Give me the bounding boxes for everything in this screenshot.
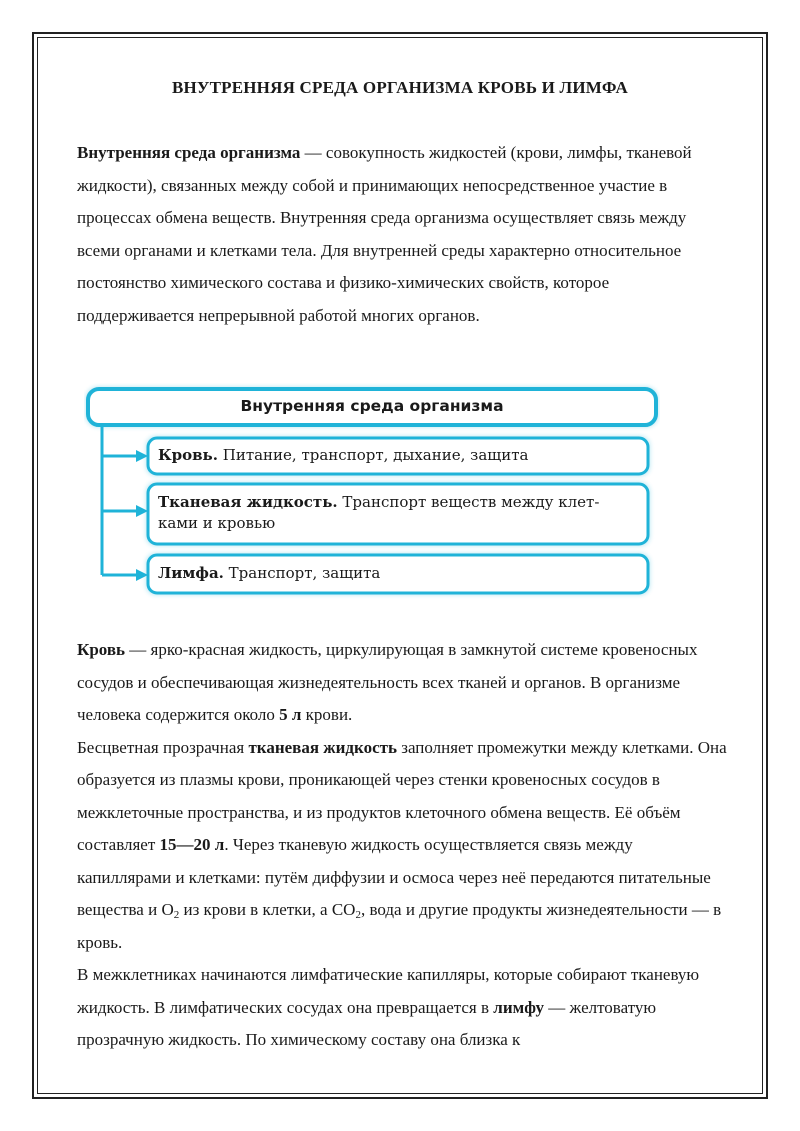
diagram-item-blood-text: Питание, транспорт, дыхание, защита [217, 446, 529, 464]
blood-text-1: — ярко-красная жидкость, циркулирующая в замкнутой системе кровеносных сосудов и обеспечивающая жизнедеятельность всех тканей и органов. В организме человека содержится около [77, 640, 698, 724]
diagram-item-blood-term: Кровь. [158, 446, 218, 464]
tissue-text-5: , вода и другие продукты жизнедеятельности — в кровь. [77, 900, 722, 952]
tissue-text-2: заполняет промежутки между клетками. Она образуется из плазмы крови, проникающей через стенки кровеносных сосудов в межклеточные пространства, и из продуктов клеточного обмена веществ. Её объём составляет [77, 737, 727, 854]
diagram-header: Внутренняя среда организма [240, 397, 504, 415]
lymph-text-1: В межклетниках начинаются лимфатические капилляры, которые собирают тканевую жидкость. В лимфатических сосудах она превращается в [77, 965, 700, 1017]
blood-paragraph [77, 634, 727, 1057]
diagram-item-tissue [158, 492, 599, 534]
tissue-text-1: Бесцветная прозрачная [77, 737, 249, 757]
tissue-term: тканевая жидкость [248, 737, 397, 757]
blood-text-2: крови. [301, 705, 353, 724]
diagram-item-tissue-text2: ками и кровью [158, 514, 276, 532]
diagram-item-lymph [158, 563, 380, 584]
tissue-text-3: . Через тканевую жидкость осуществляется связь между капиллярами и клетками: путём диффузии и осмоса через неё передаются питательные вещества и О [77, 835, 711, 919]
tissue-text-4: из крови в клетки, а СО [179, 900, 356, 919]
tissue-volume: 15—20 л [159, 835, 225, 854]
diagram-item-lymph-text: Транспорт, защита [223, 564, 381, 582]
diagram-item-lymph-term: Лимфа. [158, 564, 224, 582]
co2-subscript: 2 [355, 909, 361, 921]
o2-subscript: 2 [173, 909, 180, 921]
internal-environment-diagram [84, 383, 660, 609]
intro-paragraph [77, 137, 727, 332]
blood-volume: 5 л [279, 705, 302, 724]
page-title: ВНУТРЕННЯЯ СРЕДА ОРГАНИЗМА КРОВЬ И ЛИМФА [171, 78, 629, 97]
diagram-item-tissue-text: Транспорт веществ между клет- [337, 493, 600, 511]
lymph-term: лимфу [493, 997, 545, 1017]
intro-term: Внутренняя среда организма [77, 143, 301, 162]
diagram-item-tissue-term: Тканевая жидкость. [158, 493, 338, 511]
blood-term: Кровь [77, 640, 126, 659]
lymph-text-2: — желтоватую прозрачную жидкость. По химическому составу она близка к [77, 997, 657, 1049]
intro-text: — совокупность жидкостей (крови, лимфы, тканевой жидкости), связанных между собой и принимающих непосредственное участие в процессах обмена веществ. Внутренняя среда организма осуществляет связь между всеми органами и клетками тела. Для внутренней среды характерно относительное постоянство химического состава и физико-химических свойств, которое поддерживается непрерывной работой многих органов. [77, 143, 692, 325]
diagram-item-blood [158, 445, 528, 466]
